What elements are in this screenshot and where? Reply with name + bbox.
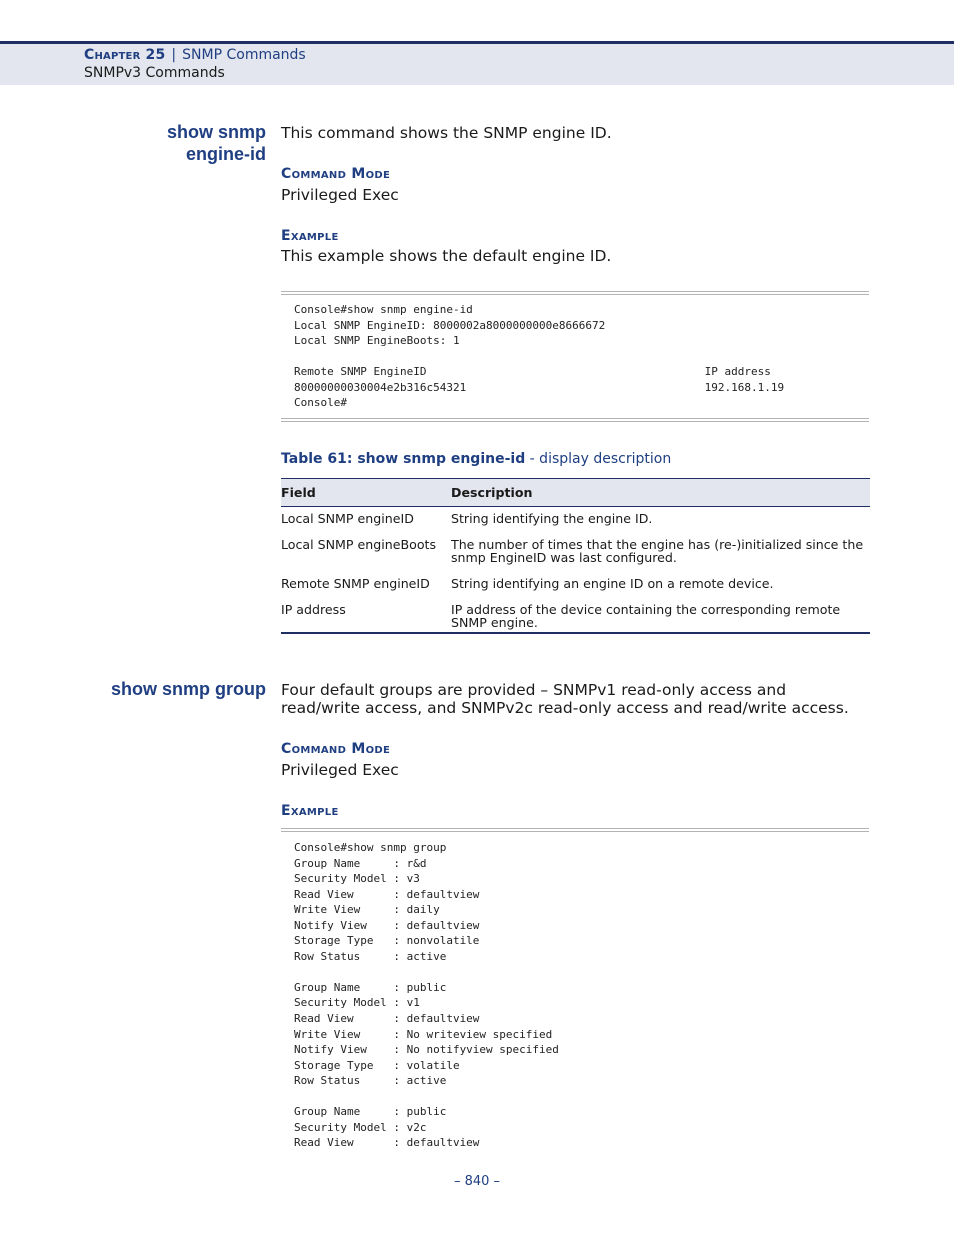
table-caption-subtitle: - display description	[525, 451, 672, 467]
group-code-example	[281, 828, 869, 1158]
header-separator: |	[171, 47, 177, 63]
table-row	[281, 598, 870, 633]
group-command-mode-heading: Command Mode	[281, 741, 391, 757]
chapter-line	[84, 47, 306, 63]
table-header-description: Description	[451, 479, 870, 507]
table-cell-field: Remote SNMP engineID	[281, 576, 430, 591]
table-row	[281, 507, 870, 534]
table-header-row	[281, 479, 870, 507]
table-caption	[281, 451, 671, 467]
page-number: – 840 –	[453, 1174, 501, 1189]
table-caption-title: Table 61: show snmp engine-id	[281, 451, 526, 467]
group-title: show snmp group	[111, 679, 266, 699]
engine-id-code-example	[281, 291, 869, 422]
engine-id-command-mode: Privileged Exec	[281, 186, 399, 204]
running-header	[0, 41, 954, 85]
engine-id-description: This command shows the SNMP engine ID.	[281, 124, 612, 142]
group-example-heading: Example	[281, 803, 339, 819]
engine-id-description-table	[281, 478, 870, 634]
group-code-text: Console#show snmp group Group Name : r&d Security Model : v3 Read View : defaultview Write View : daily Notify View : defaultview Storage Type : nonvolatile Row Status : active Group Name : public Security Model : v1 Read View : defaultview Write View : No writeview specified Notify View : No notifyview specified Storage Type : volatile Row Status : active Group Name : public Security Model : v2c Read View : defaultview	[294, 841, 559, 1150]
table-cell-description: IP address of the device containing the corresponding remote SNMP engine.	[451, 598, 870, 633]
table-cell-description: The number of times that the engine has (re-)initialized since the snmp EngineID was last configured.	[451, 537, 864, 565]
group-command-mode: Privileged Exec	[281, 761, 399, 779]
engine-id-example-text: This example shows the default engine ID.	[281, 247, 612, 265]
table-row	[281, 533, 870, 572]
chapter-number: Chapter 25	[84, 47, 166, 63]
engine-id-example-heading: Example	[281, 228, 339, 244]
group-description: Four default groups are provided – SNMPv1 read-only access and read/write access, and SNMPv2c read-only access and read/write access.	[281, 681, 849, 717]
table-cell-field: IP address	[281, 598, 451, 633]
table-cell-field: Local SNMP engineID	[281, 511, 414, 526]
table-header-field: Field	[281, 479, 451, 507]
table-cell-description: String identifying an engine ID on a remote device.	[451, 576, 774, 591]
engine-id-command-mode-heading: Command Mode	[281, 166, 391, 182]
section-name: SNMPv3 Commands	[84, 65, 225, 81]
engine-id-title-line1: show snmp	[166, 122, 266, 142]
table-cell-description: String identifying the engine ID.	[451, 511, 653, 526]
engine-id-code-text: Console#show snmp engine-id Local SNMP EngineID: 8000002a8000000000e8666672 Local SNMP EngineBoots: 1 Remote SNMP EngineID IP address 80000000030004e2b316c54321 192.168.1.19 Console#	[294, 303, 785, 410]
table-row	[281, 572, 870, 598]
chapter-title: SNMP Commands	[182, 47, 306, 63]
engine-id-title-line2: engine-id	[186, 144, 266, 164]
engine-id-title	[167, 121, 266, 165]
table-cell-field: Local SNMP engineBoots	[281, 537, 437, 552]
